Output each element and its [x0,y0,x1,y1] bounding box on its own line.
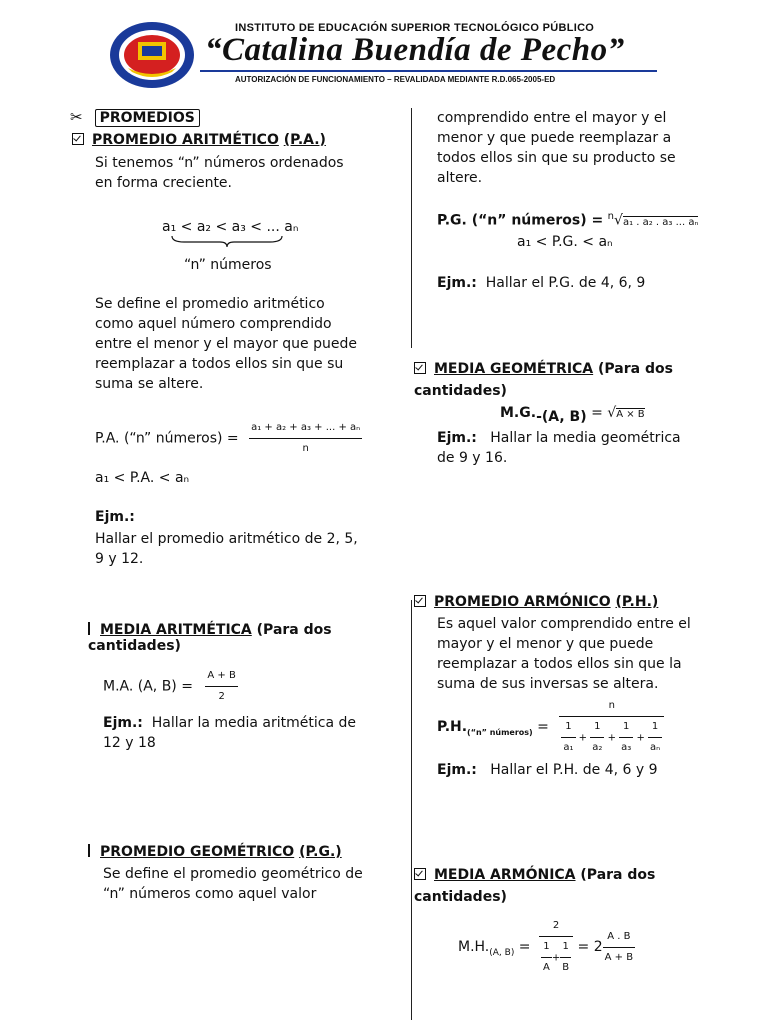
ph-example: Ejm.: Hallar el P.H. de 4, 6 y 9 [437,762,658,778]
checkbox-icon [414,362,426,374]
n-numeros-label: “n” números [184,257,272,273]
mg-example: Ejm.: Hallar la media geométrica de 9 y 16. [437,430,681,466]
sequence: a₁ < a₂ < a₃ < ... aₙ [162,219,299,235]
pg-example: Ejm.: Hallar el P.G. de 4, 6, 9 [437,275,646,291]
checkbox-icon [414,595,426,607]
pa-heading: PROMEDIO ARITMÉTICO (P.A.) [72,132,326,148]
scissors-icon: ✂ [70,108,83,126]
mh-heading: MEDIA ARMÓNICA (Para dos cantidades) [414,867,656,905]
pa-formula: P.A. (“n” números) = $\frac{\text{a₁ + a₂ + a₃ + ... + aₙ}}{n}$ [95,418,362,459]
promedios-heading: ✂ PROMEDIOS [70,108,200,126]
sqrt-icon: √ [614,212,623,229]
pa-intro: Si tenemos “n” números ordenados en forma creciente. [95,155,344,191]
ph-heading: PROMEDIO ARMÓNICO (P.H.) [414,594,658,610]
column-divider-bottom [411,600,412,1020]
mg-formula: $M.G._{-(A, B)} = √A \times B$ [500,405,645,425]
pg-definition: Se define el promedio geométrico de “n” números como aquel valor [103,866,363,902]
checkbox-icon [72,133,84,145]
institute-logo [108,20,196,90]
column-divider-top [411,108,412,348]
ma-example: Ejm.: Hallar la media aritmética de 12 y 18 [103,715,356,751]
authorization-text: AUTORIZACIÓN DE FUNCIONAMIENTO – REVALIDADA MEDIANTE R.D.065-2005-ED [235,75,556,84]
pa-definition: Se define el promedio aritmético como aquel número comprendido entre el menor y el mayor que puede reemplazar a todos ellos sin que su suma se altere. [95,296,357,392]
header-divider [200,70,657,72]
ma-heading: MEDIA ARITMÉTICA (Para dos cantidades) [88,622,332,654]
pg-formula: P.G. (“n” números) = $^n$√a₁ . a₂ . a₃ ... aₙ [437,211,699,229]
pa-example-label: Ejm.: [95,509,135,525]
pa-example: Hallar el promedio aritmético de 2, 5, 9 y 12. [95,531,358,567]
ma-formula: M.A. (A, B) = $\frac{A + B}{2}$ [103,666,238,707]
pg-heading: PROMEDIO GEOMÉTRICO (P.G.) [88,844,342,860]
brace-icon [170,234,285,248]
mh-formula: $M.H._{(A, B)}$ = 2 $\frac{1}{A}$ + $\frac{1}{B}$ = 2 $\frac{A . B}{A + B}$ [458,916,635,978]
ph-definition: Es aquel valor comprendido entre el mayor y el menor y que puede reemplazar a todos ellos sin que la suma de sus inversas se altera. [437,616,691,692]
pa-inequality: a₁ < P.A. < aₙ [95,470,190,486]
sqrt-icon: √ [607,405,617,421]
checkbox-icon [414,868,426,880]
institute-title: “Catalina Buendía de Pecho” [205,32,625,68]
mg-heading: MEDIA GEOMÉTRICA (Para dos cantidades) [414,361,673,399]
pg-inequality: a₁ < P.G. < aₙ [517,234,613,250]
pg-continuation: comprendido entre el mayor y el menor y que puede reemplazar a todos ellos sin que su producto se altere. [437,110,676,186]
ph-formula: $P.H._{(“n” números)}$ = n $\frac{1}{\text{a₁}}$ + $\frac{1}{\text{a₂}}$ + $\frac{1}{\text{a₃}}$ + $\frac{1}{\text{aₙ}}$ [437,696,664,758]
institute-name: INSTITUTO DE EDUCACIÓN SUPERIOR TECNOLÓGICO PÚBLICO [235,22,595,34]
